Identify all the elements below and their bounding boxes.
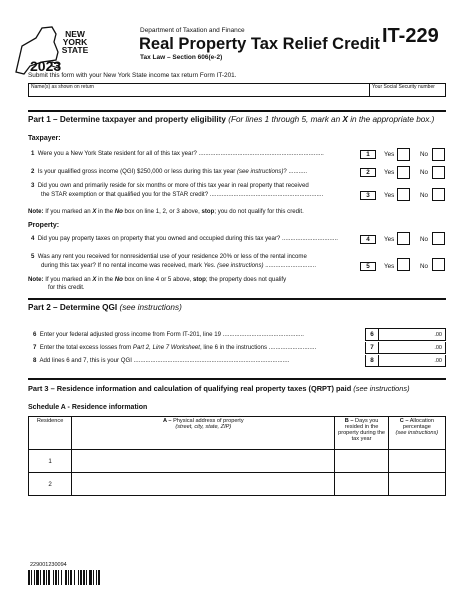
line1-yes-label: Yes [384,151,395,158]
line1-box-number: 1 [360,150,376,159]
line5-text: 5 Was any rent you received for nonresidential use of your residence 20% or less of the rental income [31,253,307,260]
name-box-divider [369,84,370,96]
line3-yes-checkbox[interactable] [397,188,410,201]
note-2: Note: If you marked an X in the No box on line 4 or 5 above, stop; the property does not qualify [28,276,287,283]
line5-box-number: 5 [360,262,376,271]
submit-note: Submit this form with your New York State income tax return Form IT-201. [28,72,237,79]
tax-year: 2023 [30,58,62,74]
logo-line-new: NEW [65,29,85,39]
amount-rule-6 [365,340,446,341]
line2-yes-checkbox[interactable] [397,166,410,179]
line6-amount-field[interactable]: .00 [379,329,446,340]
schedule-a-title: Schedule A - Residence information [28,404,148,411]
residence-table [28,416,446,496]
line5-no-label: No [420,263,429,270]
part2-rule [28,298,446,300]
name-field[interactable]: Name(s) as shown on return [31,84,95,90]
barcode-number: 229001230094 [30,562,67,568]
name-ssn-box [28,83,446,97]
allocation-cell[interactable] [388,473,445,496]
col-residence: Residence [29,417,72,450]
line7-amount-field[interactable]: .00 [379,342,446,353]
line3-text: 3 Did you own and primarily reside for six months or more of this tax year in real property that received [31,182,309,189]
amount-rule-8 [365,366,446,367]
col-days: B – Days you resided in the property during the tax year [335,417,388,450]
days-cell[interactable] [335,473,388,496]
address-cell[interactable] [72,473,335,496]
line4-text: 4 Did you pay property taxes on property that you owned and occupied during this tax year? ................................. [31,235,338,242]
amount-rule-7 [365,353,446,354]
line3-yes-label: Yes [384,192,395,199]
part1-instruction: (For lines 1 through 5, mark an X in the appropriate box.) [228,115,435,124]
part3-see-instructions: (see instructions) [353,384,410,393]
line3-no-checkbox[interactable] [432,188,445,201]
line6-box-number: 6 [365,329,379,340]
address-cell[interactable] [72,450,335,473]
line4-box-number: 4 [360,235,376,244]
line1-no-label: No [420,151,429,158]
line4-no-label: No [420,236,429,243]
logo-line-york: YORK [62,37,88,47]
part1-title-text: Part 1 – Determine taxpayer and property eligibility [28,115,226,124]
table-row [29,473,446,496]
logo-text [60,30,90,54]
logo-line-state: STATE [61,45,89,55]
barcode-icon [28,570,122,585]
line4-no-checkbox[interactable] [432,232,445,245]
line2-box-number: 2 [360,168,376,177]
department-name: Department of Taxation and Finance [140,27,245,34]
line8-text: 8 Add lines 6 and 7, this is your QGI ............................................................................................ [33,357,290,364]
note-1: Note: If you marked an X in the No box on line 1, 2, or 3 above, stop; you do not qualify for this credit. [28,208,304,215]
line1-text: 1 Were you a New York State resident for all of this tax year? .......................................................................... [31,150,324,157]
line3-box-number: 3 [360,191,376,200]
table-row [29,450,446,473]
part2-see-instructions: (see instructions) [119,303,182,312]
part2-title [28,303,182,312]
taxpayer-heading: Taxpayer: [28,135,61,142]
line5-yes-label: Yes [384,263,395,270]
line3-text-cont: the STAR exemption or that qualified you for the STAR credit? ................................................................... [41,191,324,198]
line5-no-checkbox[interactable] [432,258,445,271]
line1-yes-checkbox[interactable] [397,148,410,161]
part1-rule [28,110,446,112]
residence-number: 1 [29,450,72,473]
line2-yes-label: Yes [384,169,395,176]
line5-text-cont: during this tax year? If no rental income was received, mark Yes. (see instructions) .............................. [41,262,317,269]
line8-amount-field[interactable]: .00 [379,355,446,366]
col-address: A – Physical address of property (street, city, state, ZIP) [72,417,335,450]
residence-number: 2 [29,473,72,496]
line5-yes-checkbox[interactable] [397,258,410,271]
ssn-field[interactable]: Your Social Security number [372,84,435,90]
line7-box-number: 7 [365,342,379,353]
line4-yes-label: Yes [384,236,395,243]
line6-text: 6 Enter your federal adjusted gross income from Form IT-201, line 19 ................................................ [33,331,304,338]
note-2-cont: for this credit. [48,284,85,291]
days-cell[interactable] [335,450,388,473]
form-title: Real Property Tax Relief Credit [139,35,380,53]
tax-law-reference: Tax Law – Section 606(e-2) [140,54,223,61]
line4-yes-checkbox[interactable] [397,232,410,245]
col-allocation: C – Allocation percentage (see instructions) [388,417,445,450]
line2-text: 2 Is your qualified gross income (QGI) $250,000 or less during this tax year (see instructions)? ........... [31,168,308,175]
line3-no-label: No [420,192,429,199]
property-heading: Property: [28,222,60,229]
residence-table-header [29,417,446,450]
line1-no-checkbox[interactable] [432,148,445,161]
form-id: IT-229 [382,25,439,47]
part3-rule [28,378,446,380]
allocation-cell[interactable] [388,450,445,473]
part1-title [28,115,434,124]
line7-text: 7 Enter the total excess losses from Part 2, Line 7 Worksheet, line 6 in the instructions ............................ [33,344,317,351]
line2-no-label: No [420,169,429,176]
part3-title [28,384,410,393]
line2-no-checkbox[interactable] [432,166,445,179]
part3-title-text: Part 3 – Residence information and calculation of qualifying real property taxes (QRPT) paid [28,384,352,393]
part2-title-text: Part 2 – Determine QGI [28,303,118,312]
line8-box-number: 8 [365,355,379,366]
